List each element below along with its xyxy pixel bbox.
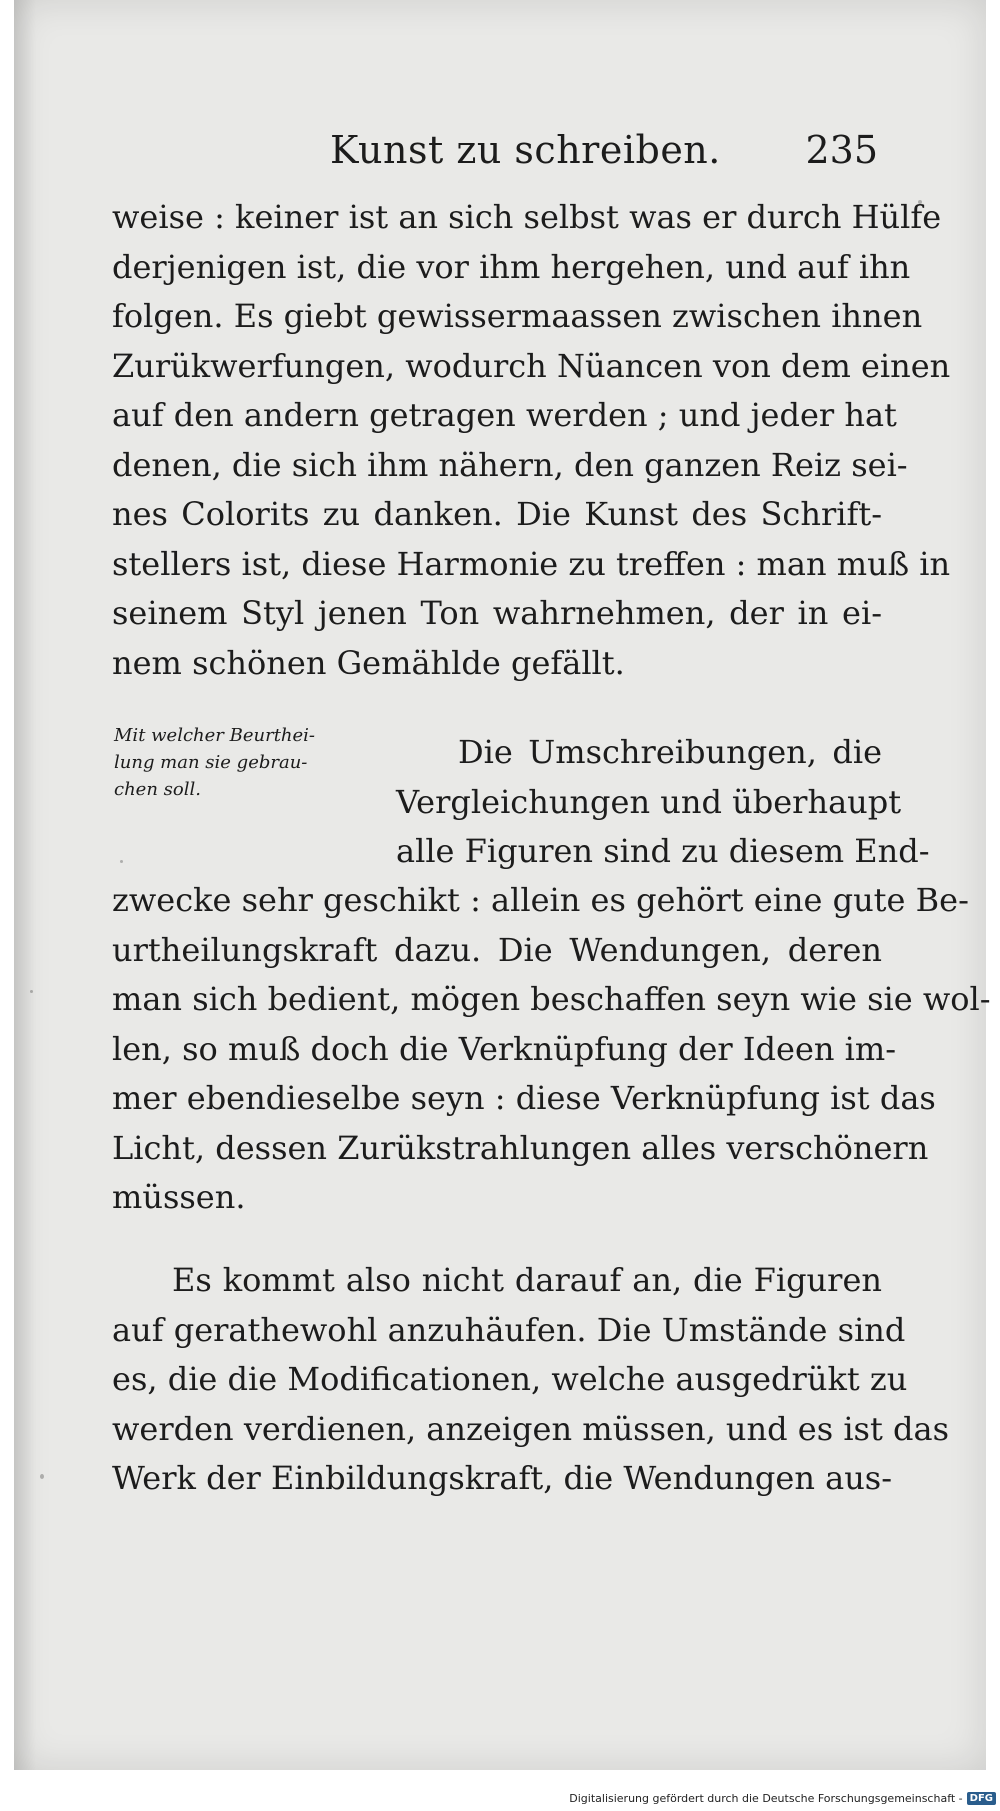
text-line: mer ebendieselbe seyn : diese Verknüpfung ist das bbox=[112, 1079, 936, 1117]
paragraph-2 bbox=[112, 876, 991, 1223]
paragraph-2-side bbox=[396, 728, 930, 877]
paragraph-3 bbox=[112, 1256, 949, 1504]
text-line: nem schönen Gemählde gefällt. bbox=[112, 643, 625, 682]
text-line: Werk der Einbildungskraft, die Wendungen aus- bbox=[112, 1459, 893, 1497]
text-line: Vergleichungen und überhaupt bbox=[396, 782, 902, 821]
paper-speck bbox=[120, 860, 123, 863]
text-line: denen, die sich ihm nähern, den ganzen Reiz sei- bbox=[112, 445, 908, 484]
page-gutter-shadow bbox=[14, 0, 36, 1770]
dfg-logo: DFG bbox=[967, 1792, 996, 1805]
text-line: stellers ist, diese Harmonie zu treffen : man muß in bbox=[112, 544, 951, 583]
text-line: seinem Styl jenen Ton wahrnehmen, der in ei- bbox=[112, 594, 882, 632]
text-line: auf den andern getragen werden ; und jeder hat bbox=[112, 396, 897, 434]
marginal-note-line: chen soll. bbox=[114, 779, 201, 800]
marginal-note bbox=[114, 722, 384, 803]
digitization-credit bbox=[569, 1792, 996, 1805]
marginal-note-line: Mit welcher Beurthei- bbox=[114, 725, 316, 746]
text-line: nes Colorits zu danken. Die Kunst des Schrift- bbox=[112, 495, 882, 533]
text-line: Licht, dessen Zurükstrahlungen alles verschönern bbox=[112, 1128, 929, 1167]
text-line: folgen. Es giebt gewissermaassen zwischen ihnen bbox=[112, 297, 923, 335]
text-line: alle Figuren sind zu diesem End- bbox=[396, 832, 930, 870]
page-number: 235 bbox=[805, 128, 878, 172]
text-line: man sich bedient, mögen beschaffen seyn wie sie wol- bbox=[112, 980, 991, 1018]
paper-speck bbox=[30, 990, 33, 993]
marginal-note-line: lung man sie gebrau- bbox=[114, 752, 308, 773]
paragraph-1 bbox=[112, 193, 951, 688]
text-line: Es kommt also nicht darauf an, die Figuren bbox=[172, 1261, 882, 1299]
page-header bbox=[112, 128, 882, 178]
text-line: zwecke sehr geschikt : allein es gehört eine gute Be- bbox=[112, 881, 969, 919]
credit-text: Digitalisierung gefördert durch die Deutsche Forschungsgemeinschaft - bbox=[569, 1792, 963, 1805]
text-line: werden verdienen, anzeigen müssen, und es ist das bbox=[112, 1409, 949, 1448]
text-line: Zurükwerfungen, wodurch Nüancen von dem einen bbox=[112, 346, 951, 385]
text-line: müssen. bbox=[112, 1178, 246, 1216]
text-line: weise : keiner ist an sich selbst was er durch Hülfe bbox=[112, 198, 942, 236]
paper-speck bbox=[918, 200, 922, 204]
text-line: len, so muß doch die Verknüpfung der Ideen im- bbox=[112, 1029, 897, 1068]
text-line: auf gerathewohl anzuhäufen. Die Umstände sind bbox=[112, 1310, 906, 1349]
paper-speck bbox=[40, 1474, 44, 1479]
text-line: derjenigen ist, die vor ihm hergehen, und auf ihn bbox=[112, 247, 911, 286]
text-line: urtheilungskraft dazu. Die Wendungen, deren bbox=[112, 930, 882, 969]
running-head: Kunst zu schreiben. bbox=[330, 128, 721, 172]
text-line: Die Umschreibungen, die bbox=[458, 733, 882, 771]
text-line: es, die die Modificationen, welche ausgedrükt zu bbox=[112, 1360, 908, 1398]
